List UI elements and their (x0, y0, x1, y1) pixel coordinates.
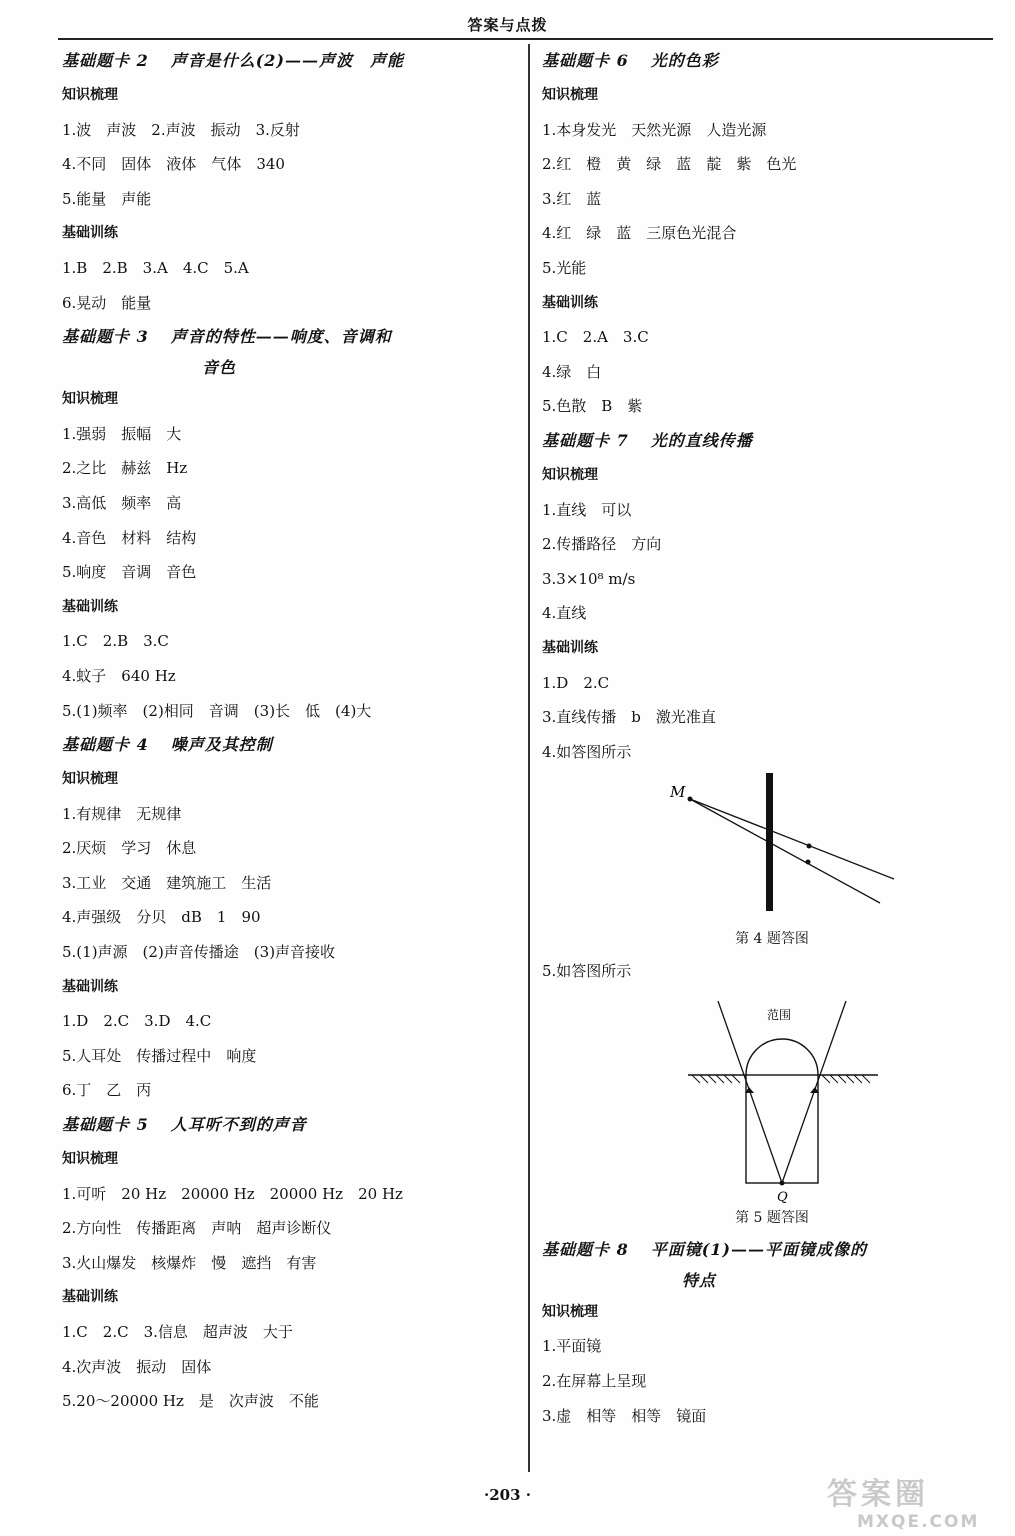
section-title-7 (542, 424, 1002, 458)
section-title-5 (62, 1108, 522, 1142)
answer-line: 5.能量 声能 (62, 189, 152, 208)
training-heading: 基础训练 (62, 1289, 118, 1306)
answer-line: 3.红 蓝 (542, 189, 602, 208)
section-heading: 光的直线传播 (650, 430, 753, 450)
section-label: 基础题卡 8 (542, 1239, 629, 1259)
column-divider (528, 44, 530, 1472)
answer-line: 3.高低 频率 高 (62, 493, 182, 512)
section-title-4 (62, 728, 522, 762)
knowledge-heading: 知识梳理 (62, 87, 118, 103)
figure-4-diagram (542, 769, 1002, 924)
light-ray-upper (690, 799, 894, 879)
answer-line: 1.直线 可以 (542, 500, 632, 519)
section-heading: 人耳听不到的声音 (170, 1115, 307, 1135)
answer-line: 5.(1)声源 (2)声音传播途 (3)声音接收 (62, 943, 336, 962)
page-header: 答案与点拨 (467, 16, 548, 34)
knowledge-heading: 知识梳理 (542, 87, 598, 103)
answer-line: 5.响度 音调 音色 (62, 563, 197, 582)
answer-line: 2.传播路径 方向 (542, 535, 662, 554)
section-title-2 (62, 44, 522, 78)
knowledge-heading: 知识梳理 (542, 1303, 598, 1320)
answer-line: 1.D 2.C (542, 673, 610, 692)
answer-line: 4.音色 材料 结构 (62, 528, 197, 547)
answer-line: 3.火山爆发 核爆炸 慢 遮挡 有害 (62, 1253, 317, 1272)
training-heading: 基础训练 (542, 639, 598, 656)
answer-line: 5.人耳处 传播过程中 响度 (62, 1046, 257, 1065)
knowledge-heading: 知识梳理 (62, 1151, 118, 1168)
range-label: 范围 (767, 1007, 792, 1022)
section-title-8 (542, 1233, 1002, 1295)
answer-line: 1.D 2.C 3.D 4.C (62, 1012, 212, 1031)
section-heading: 噪声及其控制 (170, 735, 273, 755)
range-arc (746, 1039, 818, 1075)
knowledge-heading: 知识梳理 (62, 771, 118, 788)
answer-line: 2.在屏幕上呈现 (542, 1372, 647, 1391)
answer-line: 2.红 橙 黄 绿 蓝 靛 紫 色光 (542, 155, 797, 174)
answer-line: 5.如答图所示 (542, 962, 632, 981)
answer-line: 6.丁 乙 丙 (62, 1081, 152, 1100)
answer-line: 4.蚊子 640 Hz (62, 666, 176, 685)
answer-line: 5.(1)频率 (2)相同 音调 (3)长 低 (4)大 (62, 701, 372, 720)
section-label: 基础题卡 4 (62, 735, 149, 755)
section-label: 基础题卡 6 (542, 51, 629, 70)
well (746, 1075, 818, 1183)
answer-line: 3.工业 交通 建筑施工 生活 (62, 873, 272, 892)
answer-line: 6.晃动 能量 (62, 293, 152, 312)
answer-line: 5.20～20000 Hz 是 次声波 不能 (62, 1392, 319, 1411)
answer-line: 1.B 2.B 3.A 4.C 5.A (62, 258, 249, 277)
section-heading: 声音是什么(2)——声波 声能 (170, 51, 404, 70)
answer-line: 5.光能 (542, 258, 587, 277)
watermark-text: 答案圈 (827, 1477, 929, 1512)
section-heading: 平面镜(1)——平面镜成像的 (650, 1239, 867, 1259)
point-q-label: Q (777, 1189, 788, 1203)
answer-line: 4.红 绿 蓝 三原色光混合 (542, 224, 737, 243)
answer-line: 1.C 2.A 3.C (542, 328, 649, 347)
answer-line: 4.绿 白 (542, 362, 602, 381)
answer-line: 1.C 2.B 3.C (62, 632, 169, 651)
section-title-6 (542, 44, 1002, 78)
answer-line: 5.色散 B 紫 (542, 397, 643, 416)
answer-line: 1.波 声波 2.声波 振动 3.反射 (62, 120, 300, 139)
page-number: ·203 · (484, 1486, 531, 1504)
answer-line: 1.C 2.C 3.信息 超声波 大于 (62, 1323, 293, 1341)
answer-line: 1.强弱 振幅 大 (62, 424, 182, 443)
section-heading-cont: 音色 (202, 358, 237, 378)
answer-line: 3.虚 相等 相等 镜面 (542, 1406, 707, 1425)
figure-4 (542, 769, 1002, 924)
answer-line: 4.不同 固体 液体 气体 340 (62, 155, 285, 174)
answer-line: 4.声强级 分贝 dB 1 90 (62, 908, 261, 927)
training-heading: 基础训练 (62, 598, 118, 615)
left-column (62, 44, 522, 1419)
answer-line: 3.3×10⁸ m/s (542, 569, 636, 588)
section-label: 基础题卡 3 (62, 327, 149, 347)
point-m (688, 797, 693, 802)
answer-line: 1.可听 20 Hz 20000 Hz 20000 Hz 20 Hz (62, 1184, 403, 1203)
answer-line: 1.有规律 无规律 (62, 804, 182, 823)
answer-line: 2.方向性 传播距离 声呐 超声诊断仪 (62, 1219, 332, 1238)
figure-5-diagram (542, 989, 1002, 1203)
section-label: 基础题卡 5 (62, 1115, 149, 1135)
section-label: 基础题卡 7 (542, 430, 629, 450)
answer-line: 1.本身发光 天然光源 人造光源 (542, 120, 767, 139)
section-title-3 (62, 320, 522, 382)
section-heading-cont: 特点 (682, 1270, 717, 1290)
ray-dot (806, 860, 811, 865)
training-heading: 基础训练 (542, 294, 598, 311)
point-m-label: M (670, 783, 686, 802)
section-heading: 光的色彩 (650, 51, 719, 70)
knowledge-heading: 知识梳理 (62, 391, 118, 408)
figure-4-caption: 第 4 题答图 (735, 931, 809, 948)
right-column (542, 44, 1002, 1433)
answer-line: 1.平面镜 (542, 1337, 602, 1356)
section-label: 基础题卡 2 (62, 51, 149, 70)
point-q (780, 1180, 785, 1185)
watermark-domain: MXQE.COM (857, 1512, 980, 1532)
answer-line: 2.之比 赫兹 Hz (62, 459, 188, 478)
answer-line: 3.直线传播 b 激光准直 (542, 708, 716, 727)
answer-line: 4.如答图所示 (542, 742, 632, 761)
training-heading: 基础训练 (62, 978, 118, 995)
figure-5-caption: 第 5 题答图 (735, 1209, 809, 1226)
section-heading: 声音的特性——响度、音调和 (170, 327, 392, 347)
ray-dot (807, 844, 812, 849)
figure-5 (542, 989, 1002, 1203)
training-heading: 基础训练 (62, 225, 118, 242)
light-ray-lower (690, 799, 880, 903)
answer-line: 2.厌烦 学习 休息 (62, 839, 197, 858)
answer-line: 4.次声波 振动 固体 (62, 1357, 212, 1376)
watermark-logo (827, 1478, 997, 1534)
knowledge-heading: 知识梳理 (542, 466, 598, 483)
wall-hatching (692, 1075, 870, 1083)
answer-line: 4.直线 (542, 604, 587, 623)
header-rule (58, 38, 993, 40)
